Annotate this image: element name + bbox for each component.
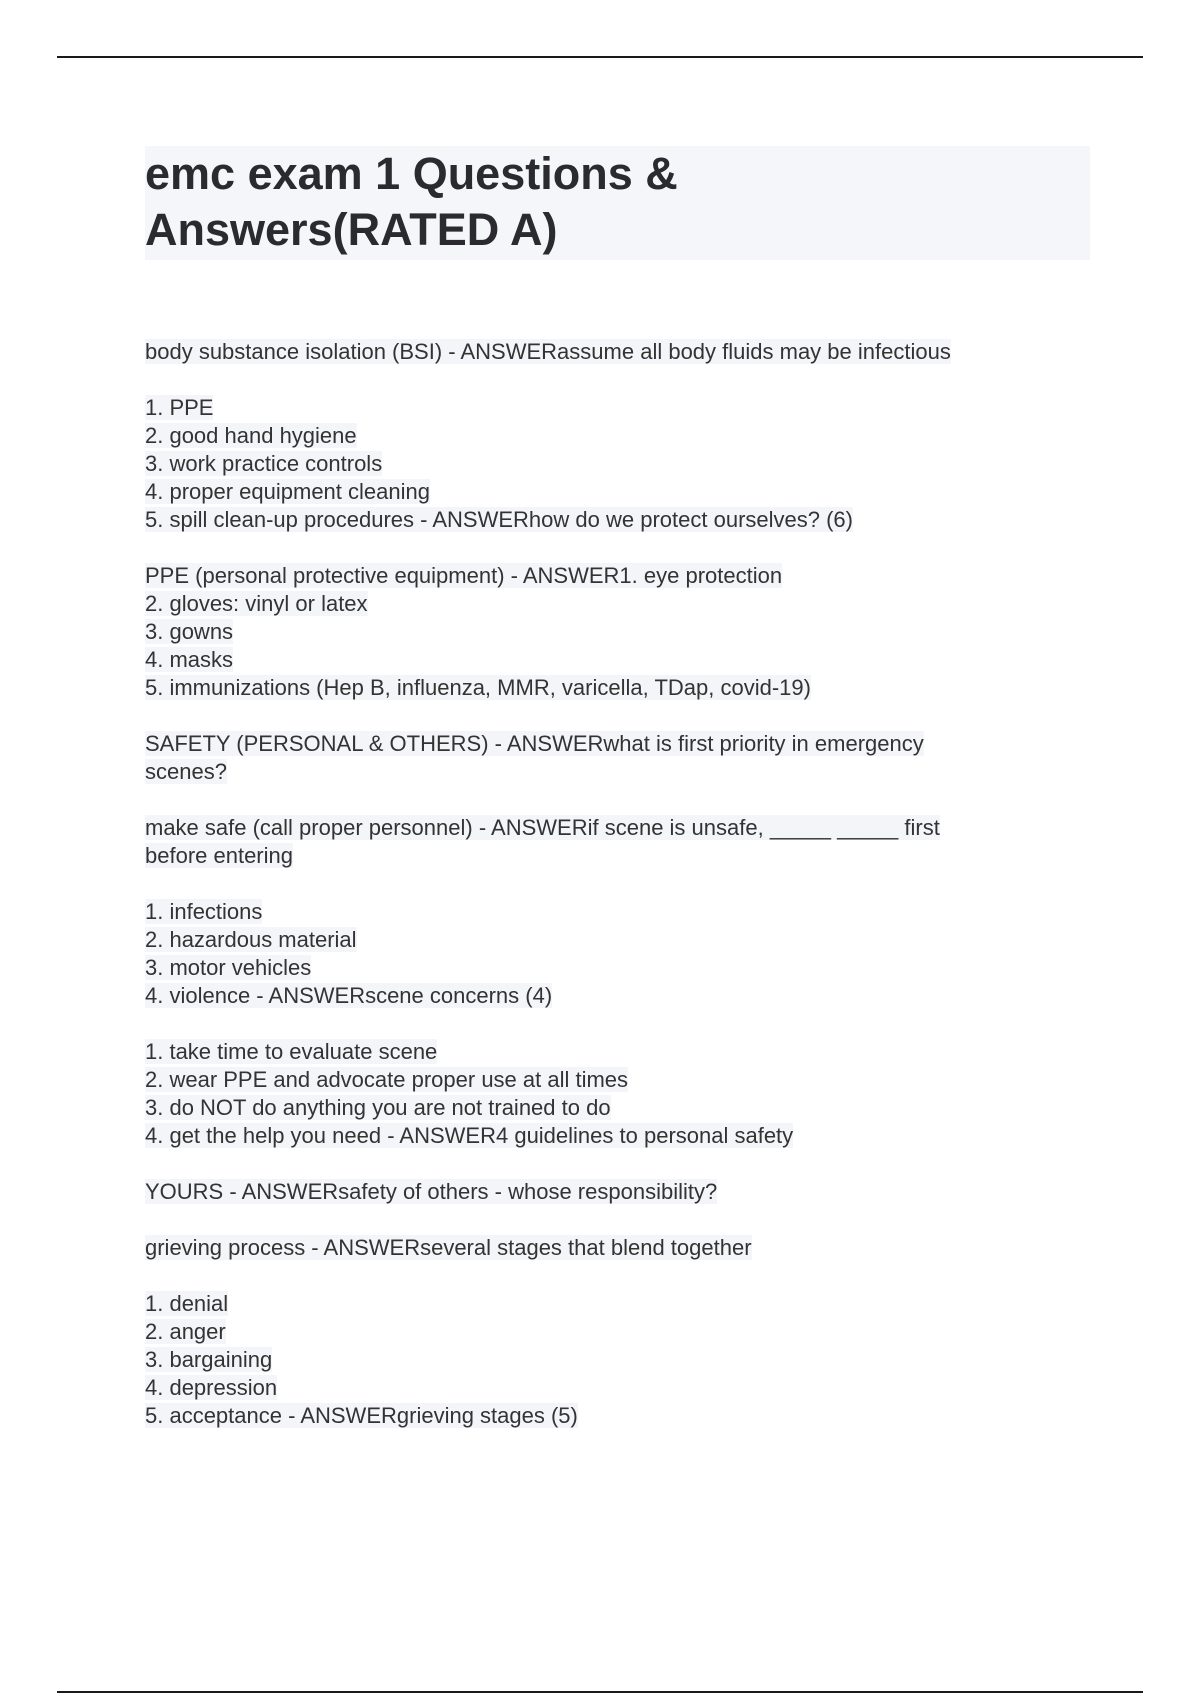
flashcard-line	[145, 646, 1090, 674]
bottom-rule	[57, 1691, 1143, 1693]
flashcard-text: before entering	[145, 843, 293, 868]
flashcard-text: 2. wear PPE and advocate proper use at all times	[145, 1067, 629, 1092]
flashcard-line	[145, 1374, 1090, 1402]
flashcard-text: grieving process - ANSWERseveral stages that blend together	[145, 1235, 752, 1260]
flashcard-line	[145, 758, 1090, 786]
flashcard-line	[145, 1094, 1090, 1122]
flashcard-line	[145, 1318, 1090, 1346]
flashcard-line	[145, 590, 1090, 618]
flashcard-list	[145, 338, 1090, 1430]
flashcard-line	[145, 954, 1090, 982]
flashcard-line	[145, 338, 1090, 366]
flashcard-text: body substance isolation (BSI) - ANSWERassume all body fluids may be infectious	[145, 339, 951, 364]
flashcard-text: 2. gloves: vinyl or latex	[145, 591, 368, 616]
flashcard-text: 3. work practice controls	[145, 451, 383, 476]
flashcard	[145, 898, 1090, 1010]
flashcard-text: YOURS - ANSWERsafety of others - whose responsibility?	[145, 1179, 718, 1204]
flashcard-text: 3. gowns	[145, 619, 234, 644]
flashcard-line	[145, 1178, 1090, 1206]
flashcard-line	[145, 422, 1090, 450]
flashcard-text: 1. PPE	[145, 395, 214, 420]
flashcard	[145, 1234, 1090, 1262]
flashcard-line	[145, 842, 1090, 870]
flashcard-text: 5. spill clean-up procedures - ANSWERhow do we protect ourselves? (6)	[145, 507, 853, 532]
flashcard-text: SAFETY (PERSONAL & OTHERS) - ANSWERwhat is first priority in emergency	[145, 731, 924, 756]
flashcard-text: 5. acceptance - ANSWERgrieving stages (5)	[145, 1403, 578, 1428]
flashcard-line	[145, 450, 1090, 478]
flashcard-text: make safe (call proper personnel) - ANSWERif scene is unsafe, _____ _____ first	[145, 815, 940, 840]
flashcard-text: 5. immunizations (Hep B, influenza, MMR, varicella, TDap, covid-19)	[145, 675, 811, 700]
flashcard-text: 4. violence - ANSWERscene concerns (4)	[145, 983, 553, 1008]
document-title	[145, 146, 1086, 258]
title-line-2: Answers(RATED A)	[145, 204, 558, 255]
flashcard-text: scenes?	[145, 759, 227, 784]
flashcard	[145, 1290, 1090, 1430]
flashcard-line	[145, 1066, 1090, 1094]
flashcard-line	[145, 562, 1090, 590]
flashcard-text: 4. depression	[145, 1375, 278, 1400]
flashcard	[145, 338, 1090, 366]
flashcard-text: 1. denial	[145, 1291, 229, 1316]
flashcard-text: 4. proper equipment cleaning	[145, 479, 430, 504]
flashcard-line	[145, 1234, 1090, 1262]
flashcard-line	[145, 1038, 1090, 1066]
flashcard-line	[145, 674, 1090, 702]
flashcard-text: 4. masks	[145, 647, 234, 672]
flashcard-line	[145, 1402, 1090, 1430]
flashcard-text: 3. bargaining	[145, 1347, 273, 1372]
flashcard-text: 2. anger	[145, 1319, 226, 1344]
flashcard-text: 1. infections	[145, 899, 263, 924]
flashcard	[145, 814, 1090, 870]
flashcard-line	[145, 814, 1090, 842]
title-block	[145, 146, 1090, 260]
flashcard	[145, 562, 1090, 702]
flashcard	[145, 730, 1090, 786]
flashcard	[145, 1178, 1090, 1206]
flashcard-text: 1. take time to evaluate scene	[145, 1039, 438, 1064]
flashcard-line	[145, 898, 1090, 926]
flashcard-text: 2. good hand hygiene	[145, 423, 357, 448]
title-line-1: emc exam 1 Questions &	[145, 148, 678, 199]
flashcard-line	[145, 1290, 1090, 1318]
flashcard-text: 3. do NOT do anything you are not trained to do	[145, 1095, 611, 1120]
document-body	[145, 146, 1090, 1458]
flashcard-line	[145, 730, 1090, 758]
flashcard-line	[145, 478, 1090, 506]
flashcard	[145, 1038, 1090, 1150]
flashcard-line	[145, 1346, 1090, 1374]
flashcard-line	[145, 506, 1090, 534]
flashcard-line	[145, 982, 1090, 1010]
flashcard-line	[145, 618, 1090, 646]
flashcard-text: 2. hazardous material	[145, 927, 357, 952]
flashcard-text: 3. motor vehicles	[145, 955, 312, 980]
flashcard	[145, 394, 1090, 534]
flashcard-line	[145, 926, 1090, 954]
flashcard-line	[145, 394, 1090, 422]
flashcard-line	[145, 1122, 1090, 1150]
top-rule	[57, 56, 1143, 58]
flashcard-text: 4. get the help you need - ANSWER4 guidelines to personal safety	[145, 1123, 794, 1148]
flashcard-text: PPE (personal protective equipment) - ANSWER1. eye protection	[145, 563, 783, 588]
